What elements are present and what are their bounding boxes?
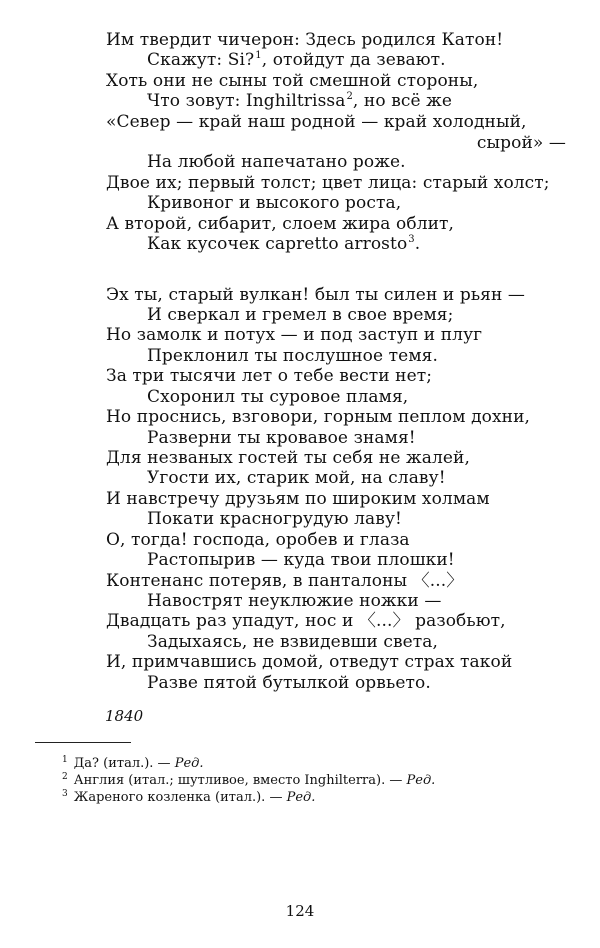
- poem-line: Эх ты, старый вулкан! был ты силен и рьян —: [106, 285, 526, 305]
- poem-line: О, тогда! господа, оробев и глаза: [106, 530, 410, 550]
- poem-line: А второй, сибарит, слоем жира облит,: [106, 214, 455, 234]
- poem-line: Навострят неуклюжие ножки —: [147, 591, 442, 611]
- poem-line: Для незваных гостей ты себя не жалей,: [106, 448, 470, 468]
- footnote-ref: 2: [346, 91, 353, 102]
- poem-line: Им твердит чичерон: Здесь родился Катон!: [106, 30, 504, 50]
- poem-line: За три тысячи лет о тебе вести нет;: [106, 366, 433, 386]
- poem-line: Контенанс потеряв, в панталоны 〈...〉: [106, 571, 464, 591]
- poem-line: И навстречу друзьям по широким холмам: [106, 489, 490, 509]
- poem-line: Покати красногрудую лаву!: [147, 509, 402, 529]
- poem-line: Что зовут: Inghiltrissa$^2$, но всё же: [147, 91, 453, 111]
- poem-line: Но замолк и потух — и под заступ и плуг: [106, 325, 483, 345]
- footnote: $^2$ Англия (итал.; шутливое, вместо Inghilterra). — Ред.: [62, 772, 436, 788]
- poem-line: И, примчавшись домой, отведут страх такой: [106, 652, 513, 672]
- poem-line: Хоть они не сыны той смешной стороны,: [106, 71, 479, 91]
- poem-line: Скажут: Si?$^1$, отойдут да зевают.: [147, 50, 446, 70]
- poem-line: Разве пятой бутылкой орвьето.: [147, 673, 431, 693]
- poem-line: Но проснись, взговори, горным пеплом дохни,: [106, 407, 531, 427]
- footnote-number: 3: [62, 789, 68, 799]
- poem-line: На любой напечатано роже.: [147, 152, 406, 172]
- page-number: 124: [285, 902, 315, 920]
- poem-line: Как кусочек capretto arrosto$^3$.: [147, 234, 421, 254]
- poem-line: Двое их; первый толст; цвет лица: старый холст;: [106, 173, 550, 193]
- poem-year: 1840: [105, 707, 144, 725]
- poem-line: И сверкал и гремел в свое время;: [147, 305, 454, 325]
- poem-line: Двадцать раз упадут, нос и 〈...〉 разобьют,: [106, 611, 506, 631]
- poem-line: Растопырив — куда твои плошки!: [147, 550, 455, 570]
- footnote-divider: [35, 742, 131, 743]
- poem-line: Кривоног и высокого роста,: [147, 193, 402, 213]
- footnote-number: 2: [62, 772, 68, 782]
- poem-line: Схоронил ты суровое пламя,: [147, 387, 409, 407]
- footnote-number: 1: [62, 755, 68, 765]
- poem-line: Угости их, старик мой, на славу!: [147, 468, 446, 488]
- footnote-ref: 1: [255, 50, 262, 61]
- footnote: $^1$ Да? (итал.). — Ред.: [62, 755, 204, 771]
- footnote: $^3$ Жареного козленка (итал.). — Ред.: [62, 789, 316, 805]
- poem-line: Задыхаясь, не взвидевши света,: [147, 632, 439, 652]
- poem-line-continuation: сырой» —: [476, 133, 566, 153]
- footnote-ref: 3: [408, 234, 415, 245]
- poem-line: Разверни ты кровавое знамя!: [147, 428, 416, 448]
- poem-line: «Север — край наш родной — край холодный,: [106, 112, 527, 132]
- poem-line: Преклонил ты послушное темя.: [147, 346, 438, 366]
